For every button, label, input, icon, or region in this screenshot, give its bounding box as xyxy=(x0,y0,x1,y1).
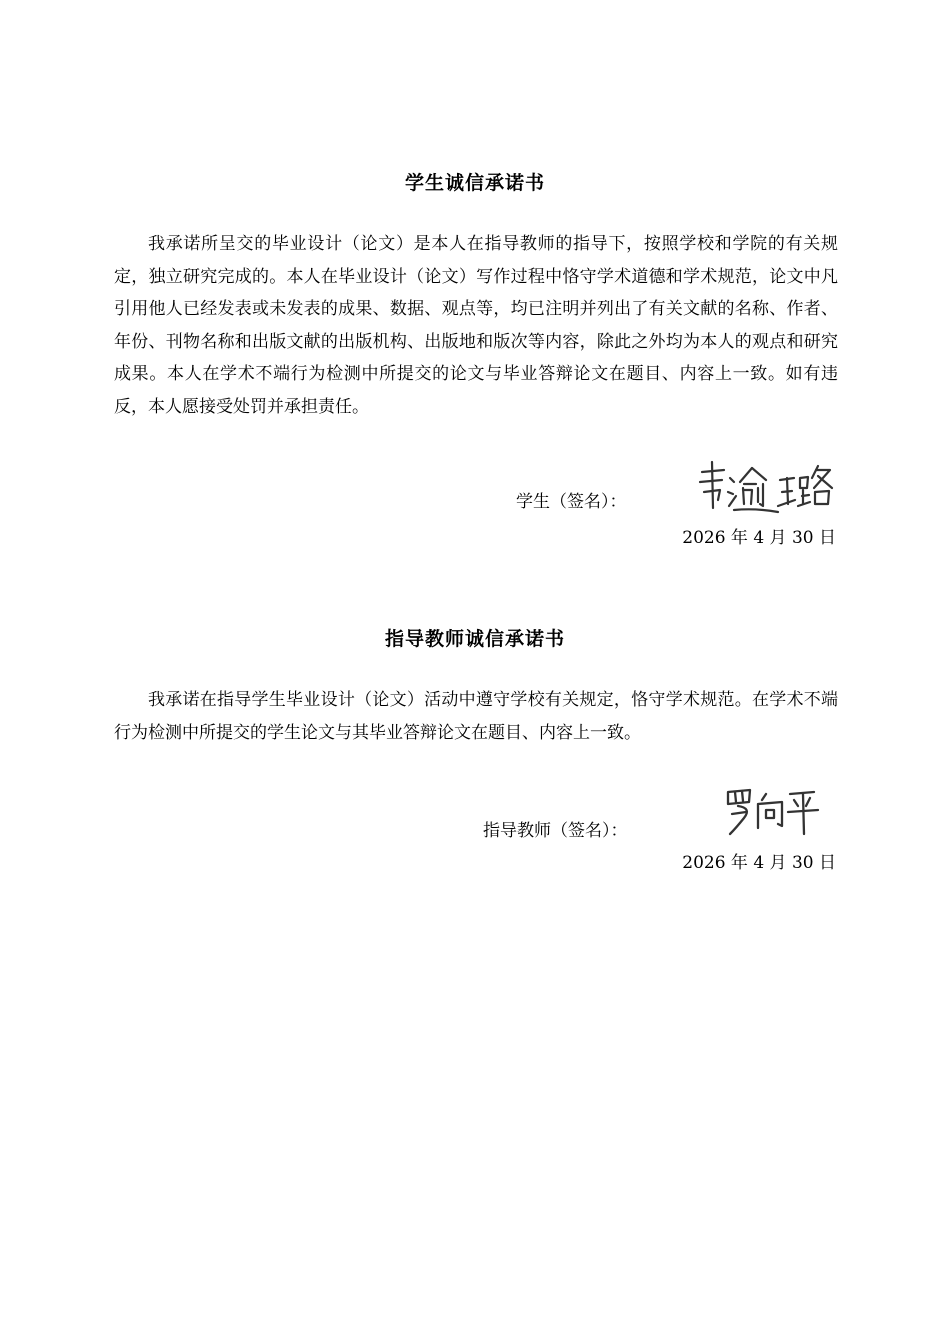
student-pledge-title: 学生诚信承诺书 xyxy=(404,172,545,194)
student-sign-label: 学生（签名）： xyxy=(516,492,627,512)
teacher-signature-image xyxy=(722,782,822,840)
teacher-sign-label: 指导教师（签名）： xyxy=(483,821,628,841)
student-signature-image xyxy=(696,458,836,516)
teacher-pledge-title: 指导教师诚信承诺书 xyxy=(384,628,565,650)
student-pledge-paragraph: 我承诺所呈交的毕业设计（论文）是本人在指导教师的指导下，按照学校和学院的有关规定，独立研究完成的。本人在毕业设计（论文）写作过程中恪守学术道德和学术规范，论文中凡引用他人已经发表或未发表的成果、数据、观点等，均已注明并列出了有关文献的名称、作者、年份、刊物名称和出版文献的出版机构、出版地和版次等内容，除此之外均为本人的观点和研究成果。本人在学术不端行为检测中所提交的论文与毕业答辩论文在题目、内容上一致。如有违反，本人愿接受处罚并承担责任。 xyxy=(114,234,838,417)
teacher-pledge-paragraph: 我承诺在指导学生毕业设计（论文）活动中遵守学校有关规定，恪守学术规范。在学术不端行为检测中所提交的学生论文与其毕业答辩论文在题目、内容上一致。 xyxy=(114,690,838,743)
student-sign-date: 2026 年 4 月 30 日 xyxy=(682,528,836,548)
teacher-sign-date: 2026 年 4 月 30 日 xyxy=(682,853,836,873)
